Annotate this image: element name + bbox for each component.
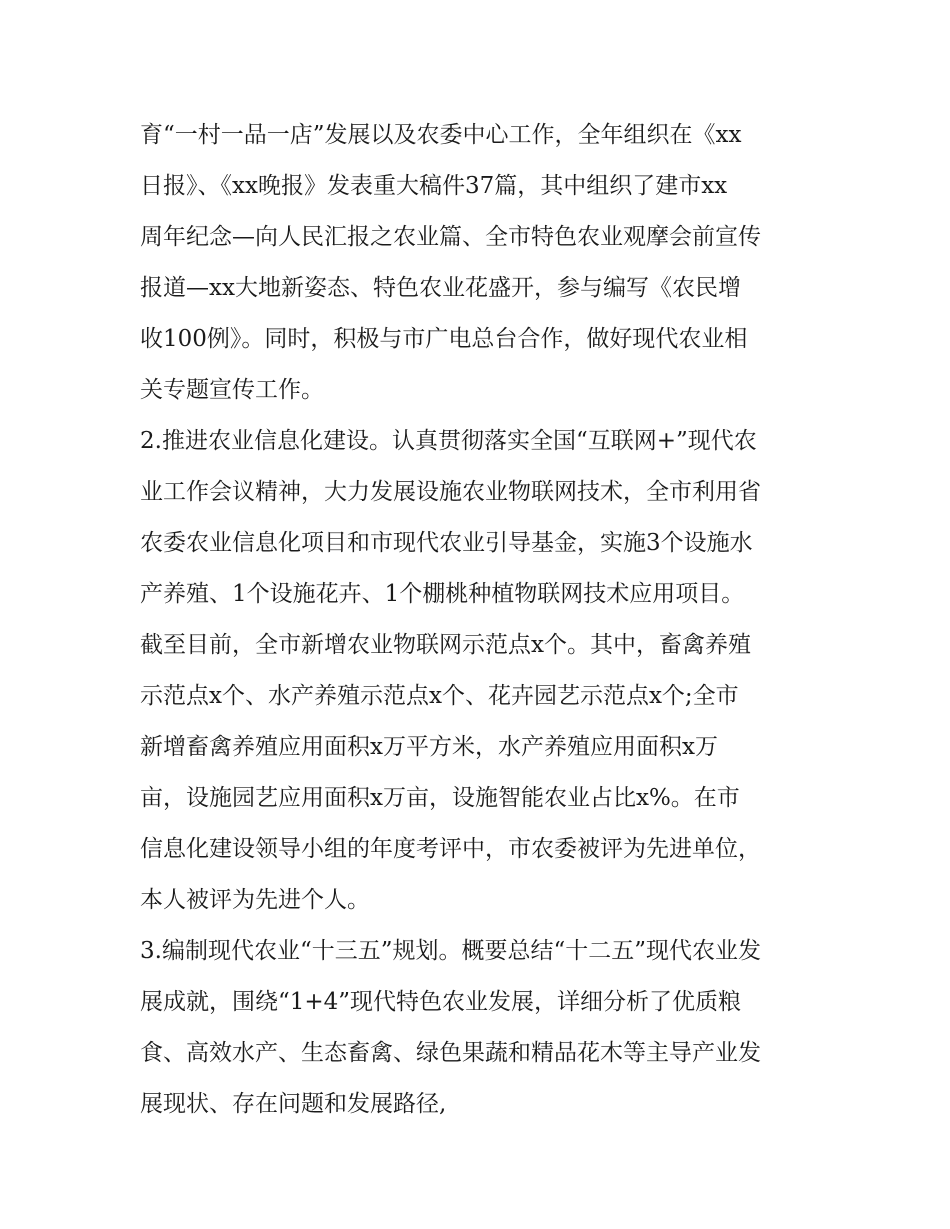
text-line: 周年纪念—向人民汇报之农业篇、全市特色农业观摩会前宣传 [140,224,761,250]
text-line: 业工作会议精神，大力发展设施农业物联网技术，全市利用省 [140,479,761,505]
text-line: 亩，设施园艺应用面积x万亩，设施智能农业占比x%。在市 [140,785,740,811]
text-line: 收100例》。同时，积极与市广电总台合作，做好现代农业相 [140,326,748,352]
text-line: 报道—xx大地新姿态、特色农业花盛开，参与编写《农民增 [140,275,741,301]
text-line: 育“一村一品一店”发展以及农委中心工作，全年组织在《xx [140,122,742,148]
text-line: 截至目前，全市新增农业物联网示范点x个。其中，畜禽养殖 [140,632,751,658]
text-line: 本人被评为先进个人。 [140,887,370,913]
text-line: 关专题宣传工作。 [140,377,324,403]
text-line: 农委农业信息化项目和市现代农业引导基金，实施3个设施水 [140,530,753,556]
text-line: 日报》、《xx晚报》发表重大稿件37篇，其中组织了建市xx [140,173,728,199]
body-text [140,110,830,1130]
text-line: 展成就，围绕“1+4”现代特色农业发展，详细分析了优质粮 [140,989,742,1015]
text-line: 示范点x个、水产养殖示范点x个、花卉园艺示范点x个;全市 [140,683,739,709]
text-line: 2.推进农业信息化建设。认真贯彻落实全国“互联网+”现代农 [140,428,757,454]
text-line: 食、高效水产、生态畜禽、绿色果蔬和精品花木等主导产业发 [140,1040,761,1066]
text-line: 信息化建设领导小组的年度考评中，市农委被评为先进单位， [140,836,761,862]
text-line: 3.编制现代农业“十三五”规划。概要总结“十二五”现代农业发 [140,938,761,964]
text-line: 展现状、存在问题和发展路径, [140,1091,447,1117]
text-line: 新增畜禽养殖应用面积x万平方米，水产养殖应用面积x万 [140,734,718,760]
text-line: 产养殖、1个设施花卉、1个棚桃种植物联网技术应用项目。 [140,581,745,607]
